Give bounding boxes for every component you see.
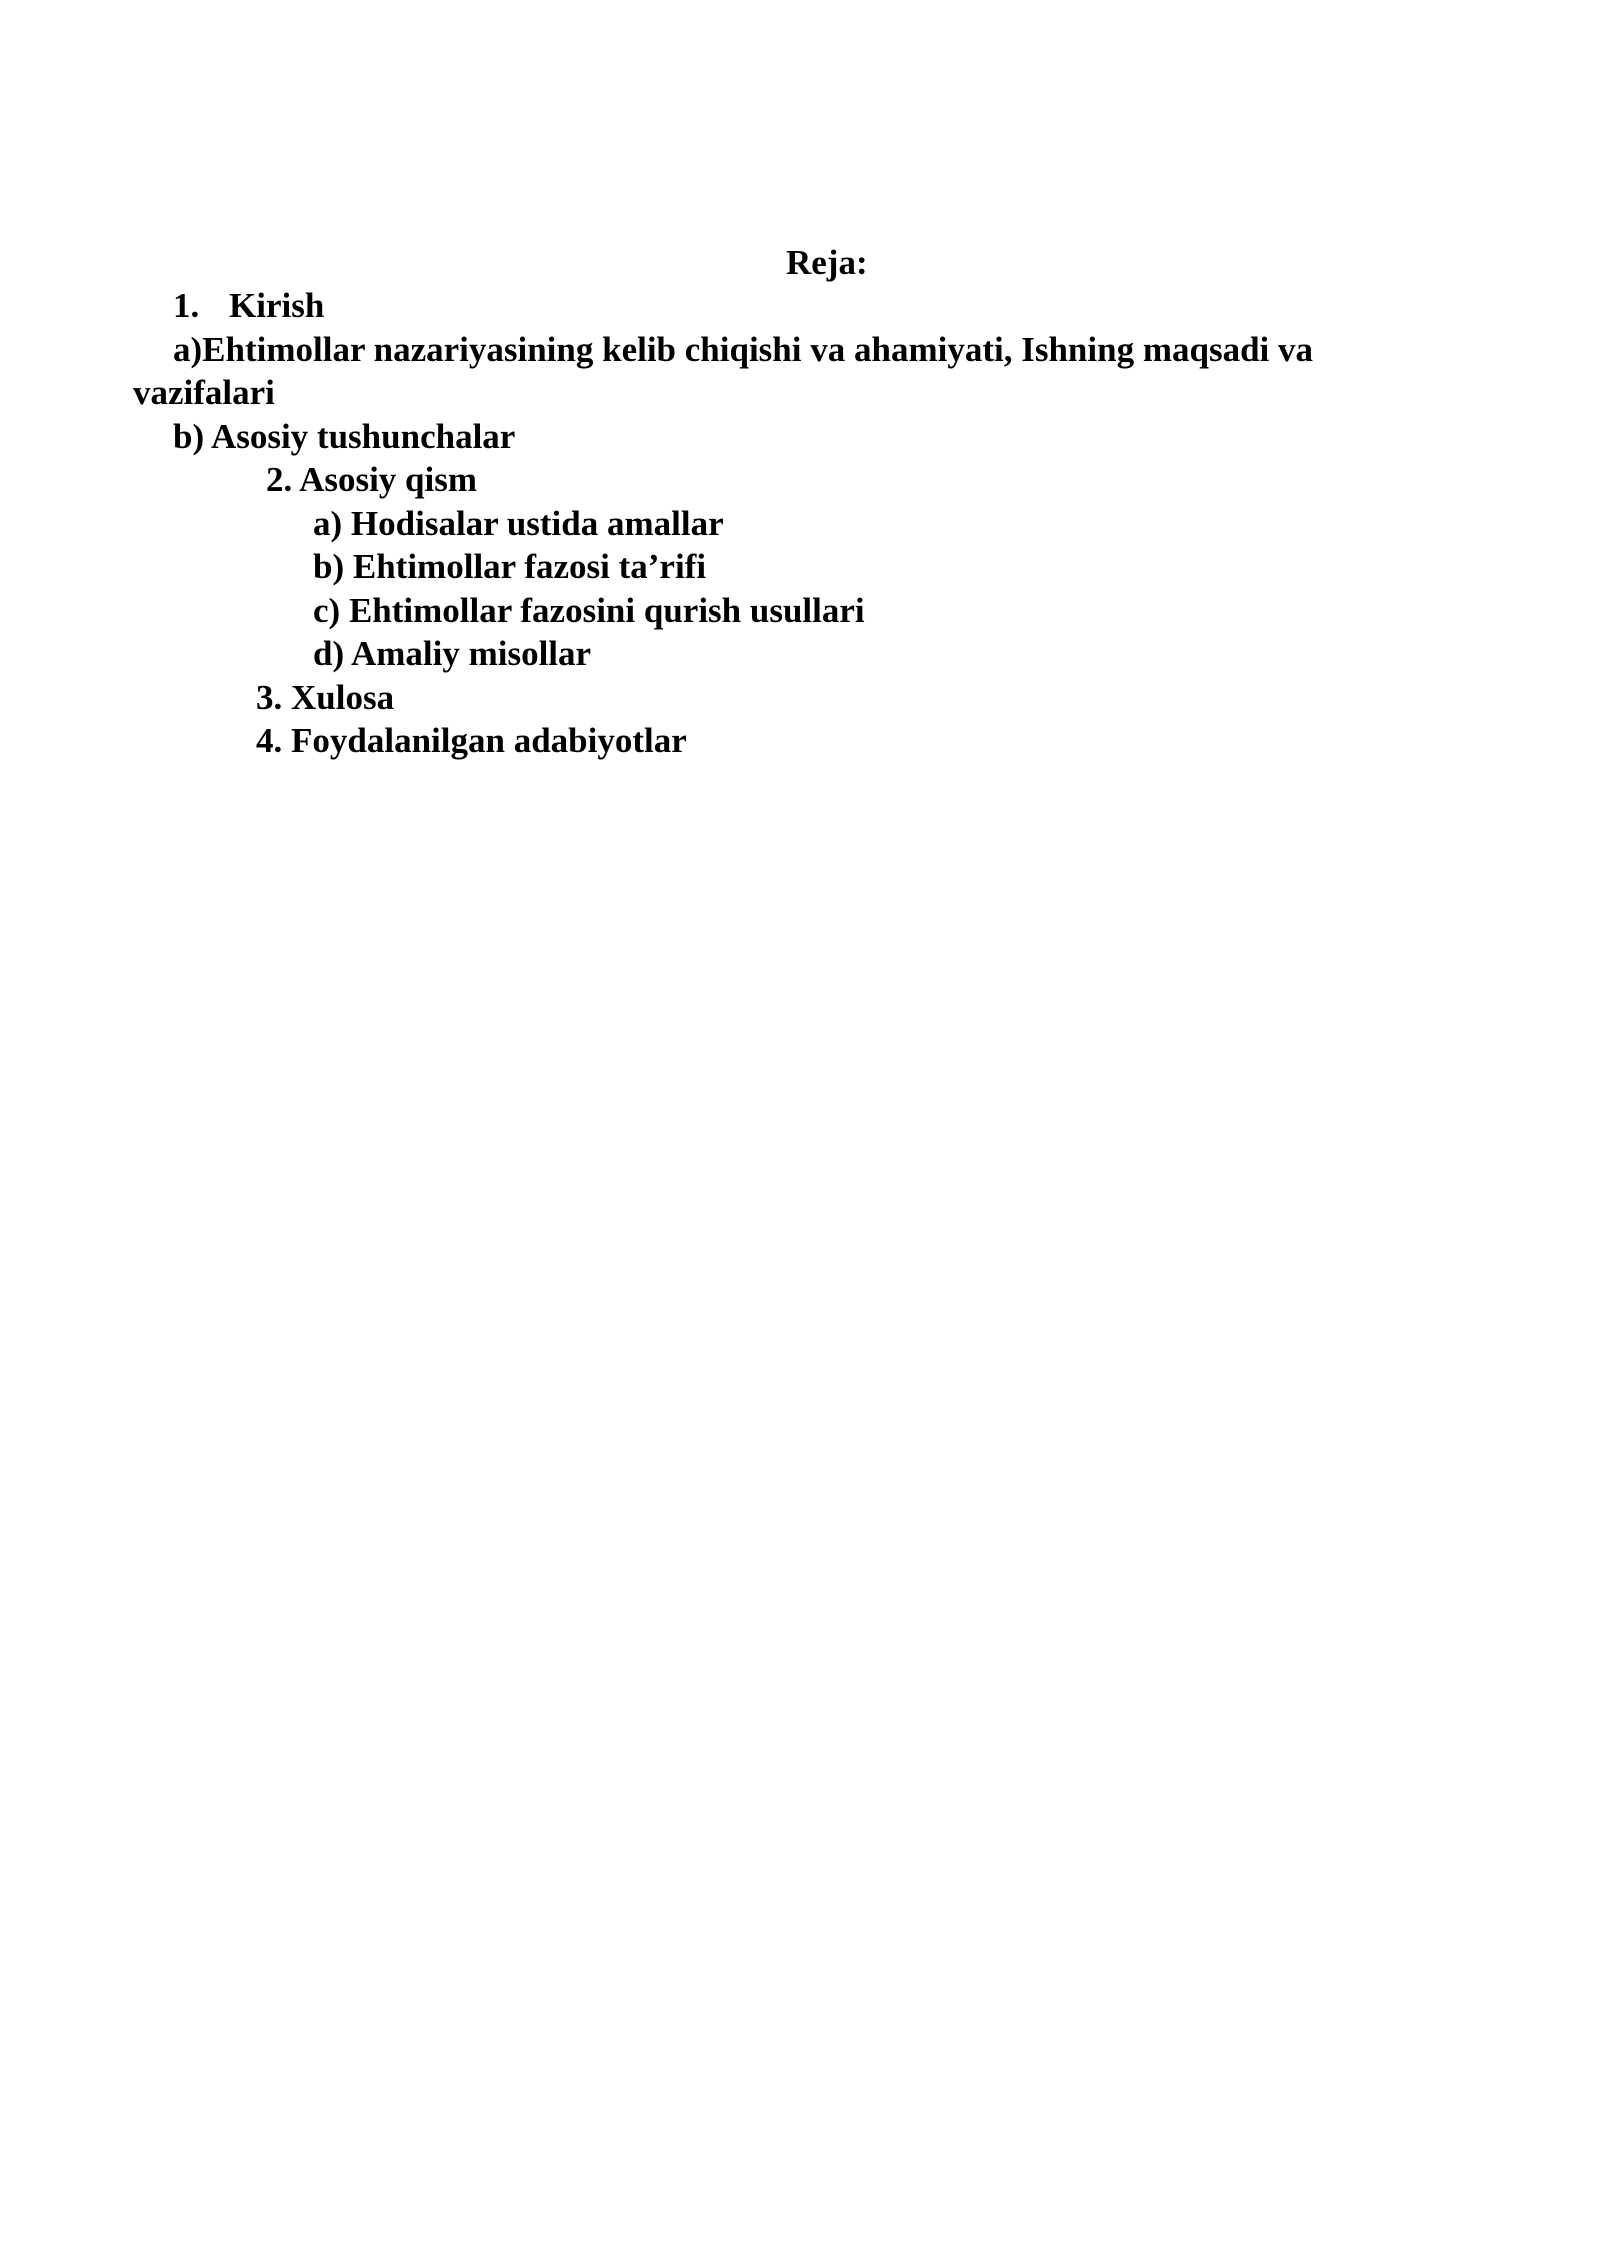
plan-item-label: Kirish [229, 286, 325, 325]
plan-item-number: 1. [173, 286, 200, 325]
plan-item-references: 4. Foydalanilgan adabiyotlar [256, 721, 687, 760]
plan-subitem-origin: a)Ehtimollar nazariyasining kelib chiqishi va ahamiyati, Ishning maqsadi va [173, 330, 1314, 369]
plan-subitem-origin-continuation: vazifalari [133, 373, 275, 412]
plan-subitem-probability-space-definition: b) Ehtimollar fazosi ta’rifi [313, 547, 707, 586]
plan-item-conclusion: 3. Xulosa [256, 678, 395, 717]
plan-subitem-event-operations: a) Hodisalar ustida amallar [313, 504, 724, 543]
plan-item-intro [173, 286, 324, 326]
plan-item-main-part: 2. Asosiy qism [266, 460, 478, 499]
plan-subitem-construction-methods: c) Ehtimollar fazosini qurish usullari [313, 591, 865, 630]
plan-subitem-practical-examples: d) Amaliy misollar [313, 634, 592, 673]
page-title: Reja: [786, 243, 868, 282]
plan-subitem-basic-concepts: b) Asosiy tushunchalar [173, 417, 516, 456]
